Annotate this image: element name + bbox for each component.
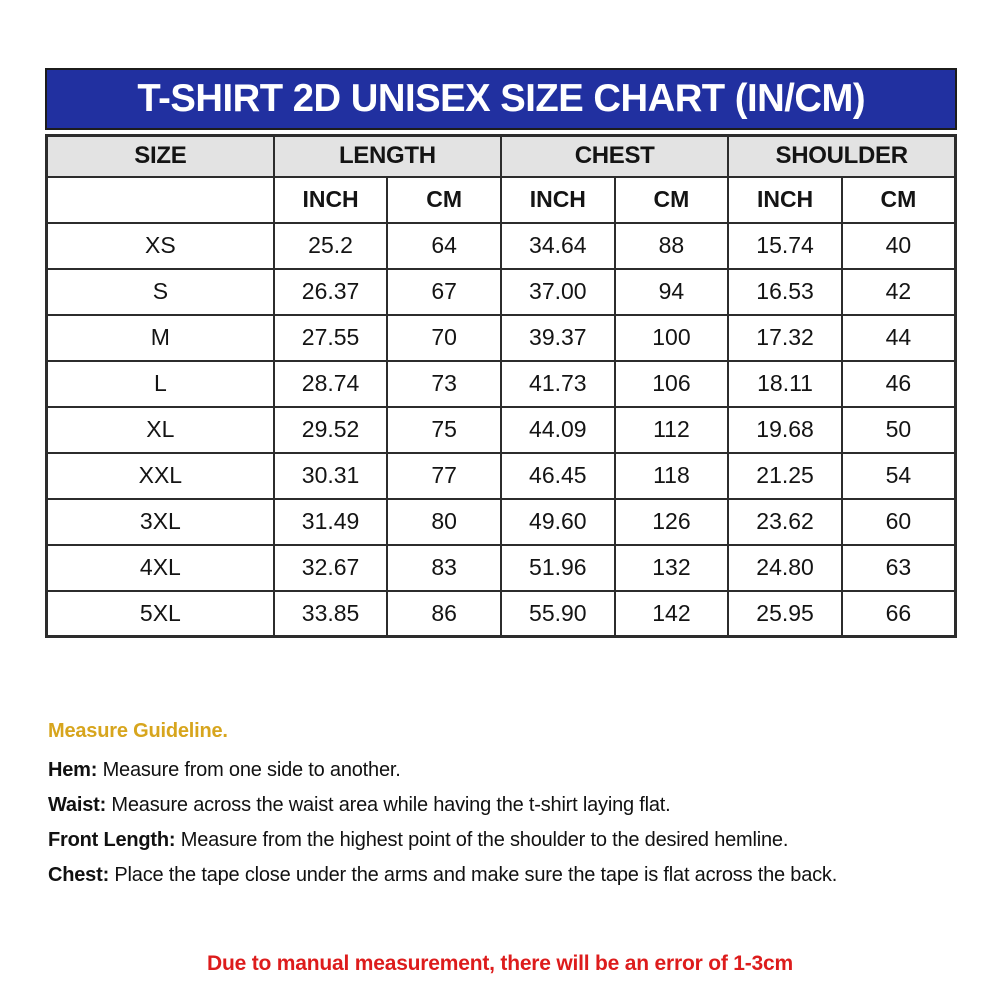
guideline-hem [48,759,958,782]
size-cell: XS [47,223,274,269]
table-row-5xl [47,591,956,637]
value-cell: 64 [387,223,501,269]
guideline-front-length [48,829,958,852]
value-cell: 41.73 [501,361,615,407]
col-header-length: LENGTH [274,136,501,177]
size-cell: 3XL [47,499,274,545]
value-cell: 42 [842,269,956,315]
measure-guidelines [48,720,958,899]
value-cell: 31.49 [274,499,388,545]
size-cell: 5XL [47,591,274,637]
unit-header-length-cm: CM [387,177,501,223]
value-cell: 66 [842,591,956,637]
size-cell: XXL [47,453,274,499]
value-cell: 25.95 [728,591,842,637]
col-header-chest: CHEST [501,136,728,177]
value-cell: 73 [387,361,501,407]
size-cell: S [47,269,274,315]
page-title: T-SHIRT 2D UNISEX SIZE CHART (IN/CM) [137,77,865,120]
value-cell: 132 [615,545,729,591]
value-cell: 37.00 [501,269,615,315]
value-cell: 80 [387,499,501,545]
value-cell: 83 [387,545,501,591]
value-cell: 15.74 [728,223,842,269]
value-cell: 25.2 [274,223,388,269]
value-cell: 39.37 [501,315,615,361]
value-cell: 33.85 [274,591,388,637]
size-cell: XL [47,407,274,453]
guideline-hem-label: Hem: [48,759,98,781]
measurement-error-note: Due to manual measurement, there will be an error of 1-3cm [207,952,793,975]
value-cell: 51.96 [501,545,615,591]
size-cell: 4XL [47,545,274,591]
value-cell: 118 [615,453,729,499]
value-cell: 30.31 [274,453,388,499]
guideline-chest [48,864,958,887]
col-header-shoulder: SHOULDER [728,136,955,177]
table-row-xs [47,223,956,269]
value-cell: 75 [387,407,501,453]
value-cell: 23.62 [728,499,842,545]
value-cell: 86 [387,591,501,637]
value-cell: 49.60 [501,499,615,545]
col-header-size: SIZE [47,136,274,177]
value-cell: 44.09 [501,407,615,453]
value-cell: 21.25 [728,453,842,499]
unit-header-shoulder-cm: CM [842,177,956,223]
guideline-front-length-text: Measure from the highest point of the shoulder to the desired hemline. [175,829,789,851]
value-cell: 88 [615,223,729,269]
guideline-chest-label: Chest: [48,864,110,886]
value-cell: 112 [615,407,729,453]
guideline-hem-text: Measure from one side to another. [97,759,401,781]
guideline-waist-text: Measure across the waist area while having the t-shirt laying flat. [106,794,671,816]
value-cell: 126 [615,499,729,545]
table-group-header-row [47,136,956,177]
table-row-s [47,269,956,315]
guideline-front-length-label: Front Length: [48,829,176,851]
unit-header-shoulder-inch: INCH [728,177,842,223]
value-cell: 100 [615,315,729,361]
table-row-m [47,315,956,361]
value-cell: 70 [387,315,501,361]
table-row-3xl [47,499,956,545]
value-cell: 44 [842,315,956,361]
unit-header-length-inch: INCH [274,177,388,223]
guideline-waist [48,794,958,817]
guideline-waist-label: Waist: [48,794,107,816]
value-cell: 77 [387,453,501,499]
value-cell: 28.74 [274,361,388,407]
title-bar [45,68,957,130]
value-cell: 27.55 [274,315,388,361]
value-cell: 16.53 [728,269,842,315]
value-cell: 142 [615,591,729,637]
table-row-xl [47,407,956,453]
table-row-l [47,361,956,407]
size-cell: L [47,361,274,407]
unit-header-chest-inch: INCH [501,177,615,223]
value-cell: 54 [842,453,956,499]
size-cell: M [47,315,274,361]
guideline-chest-text: Place the tape close under the arms and make sure the tape is flat across the back. [109,864,838,886]
value-cell: 50 [842,407,956,453]
unit-header-blank [47,177,274,223]
value-cell: 106 [615,361,729,407]
table-row-4xl [47,545,956,591]
size-table [45,134,957,638]
table-unit-header-row [47,177,956,223]
value-cell: 19.68 [728,407,842,453]
value-cell: 17.32 [728,315,842,361]
value-cell: 46.45 [501,453,615,499]
guidelines-heading: Measure Guideline. [48,720,228,742]
unit-header-chest-cm: CM [615,177,729,223]
value-cell: 55.90 [501,591,615,637]
value-cell: 40 [842,223,956,269]
value-cell: 29.52 [274,407,388,453]
value-cell: 34.64 [501,223,615,269]
value-cell: 46 [842,361,956,407]
value-cell: 67 [387,269,501,315]
value-cell: 94 [615,269,729,315]
table-row-xxl [47,453,956,499]
value-cell: 18.11 [728,361,842,407]
value-cell: 60 [842,499,956,545]
value-cell: 63 [842,545,956,591]
value-cell: 24.80 [728,545,842,591]
value-cell: 32.67 [274,545,388,591]
value-cell: 26.37 [274,269,388,315]
